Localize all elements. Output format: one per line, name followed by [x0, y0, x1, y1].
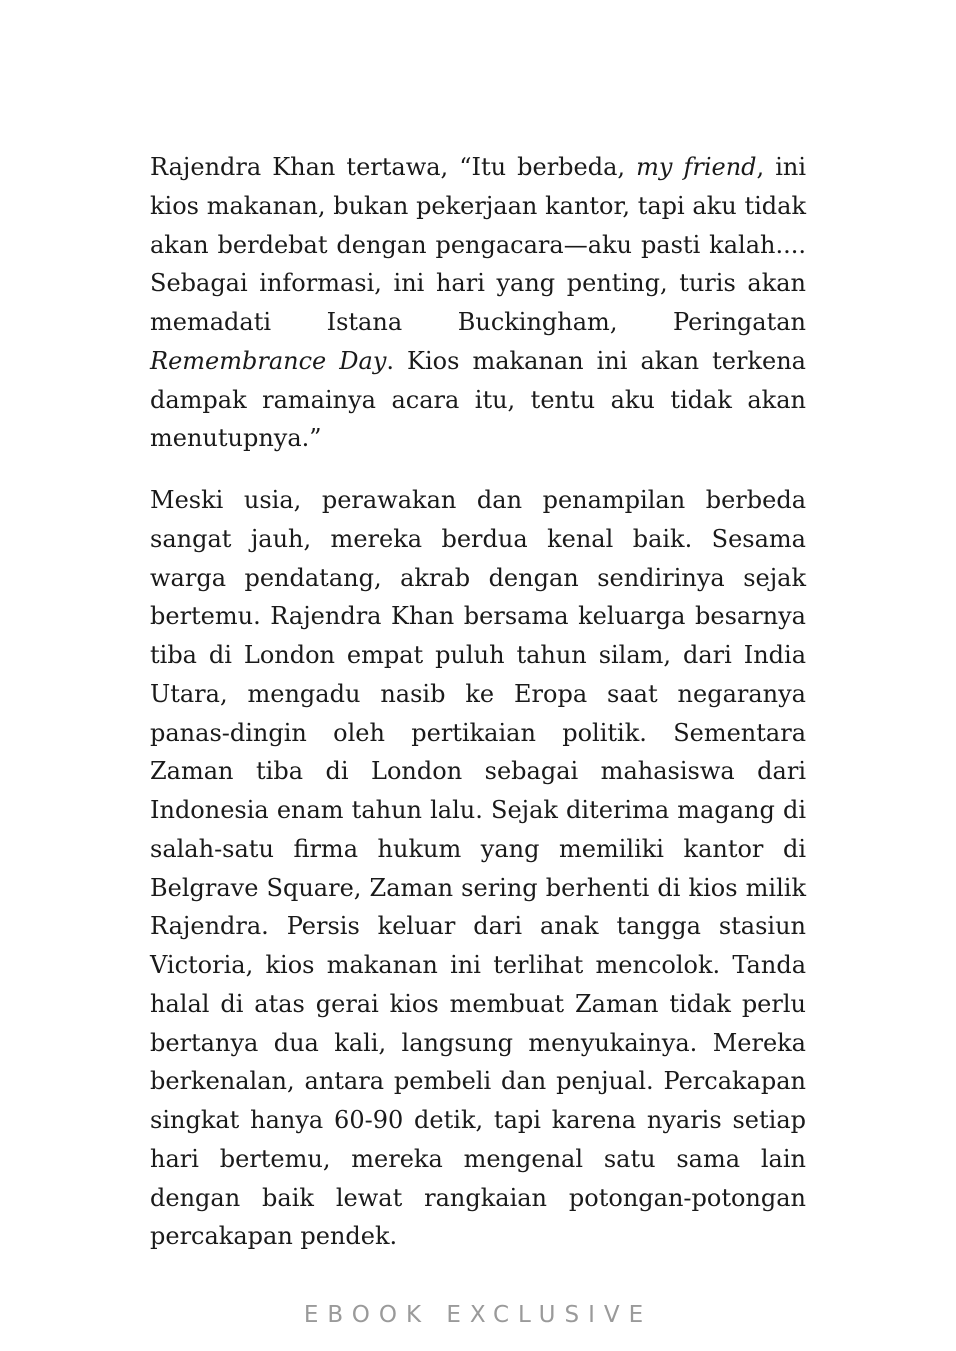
paragraph-1-italic-remembrance-day: Remembrance Day [150, 346, 387, 375]
paragraph-1 [150, 148, 806, 458]
paragraph-1-italic-my-friend: my friend [636, 153, 757, 181]
paragraph-1-part-3: , ini kios makanan, bukan pekerjaan kantor, tapi aku tidak akan berdebat dengan pengacara—aku pasti kalah.... Sebagai informasi, ini hari yang penting, turis akan memadati Istana Buckingham, Peringatan [150, 153, 807, 336]
paragraph-2 [150, 481, 806, 1256]
footer-label: EBOOK EXCLUSIVE [303, 1302, 653, 1328]
paragraph-2-text: Meski usia, perawakan dan penampilan berbeda sangat jauh, mereka berdua kenal baik. Sesama warga pendatang, akrab dengan sendirinya sejak bertemu. Rajendra Khan bersama keluarga besarnya tiba di London empat puluh tahun silam, dari India Utara, mengadu nasib ke Eropa saat negaranya panas-dingin oleh pertikaian politik. Sementara Zaman tiba di London sebagai mahasiswa dari Indonesia enam tahun lalu. Sejak diterima magang di salah-satu firma hukum yang memiliki kantor di Belgrave Square, Zaman sering berhenti di kios milik Rajendra. Persis keluar dari anak tangga stasiun Victoria, kios makanan ini terlihat mencolok. Tanda halal di atas gerai kios membuat Zaman tidak perlu bertanya dua kali, langsung menyukainya. Mereka berkenalan, antara pembeli dan penjual. Percakapan singkat hanya 60-90 detik, tapi karena nyaris setiap hari bertemu, mereka mengenal satu sama lain dengan baik lewat rangkaian potongan-potongan percakapan pendek. [150, 486, 806, 1251]
body-text [150, 148, 806, 1279]
paragraph-1-part-1: Rajendra Khan tertawa, “Itu berbeda, [150, 153, 637, 181]
paragraph-1-part-5: . Kios makanan ini akan terkena dampak ramainya acara itu, tentu aku tidak akan menutupnya.” [150, 346, 806, 453]
